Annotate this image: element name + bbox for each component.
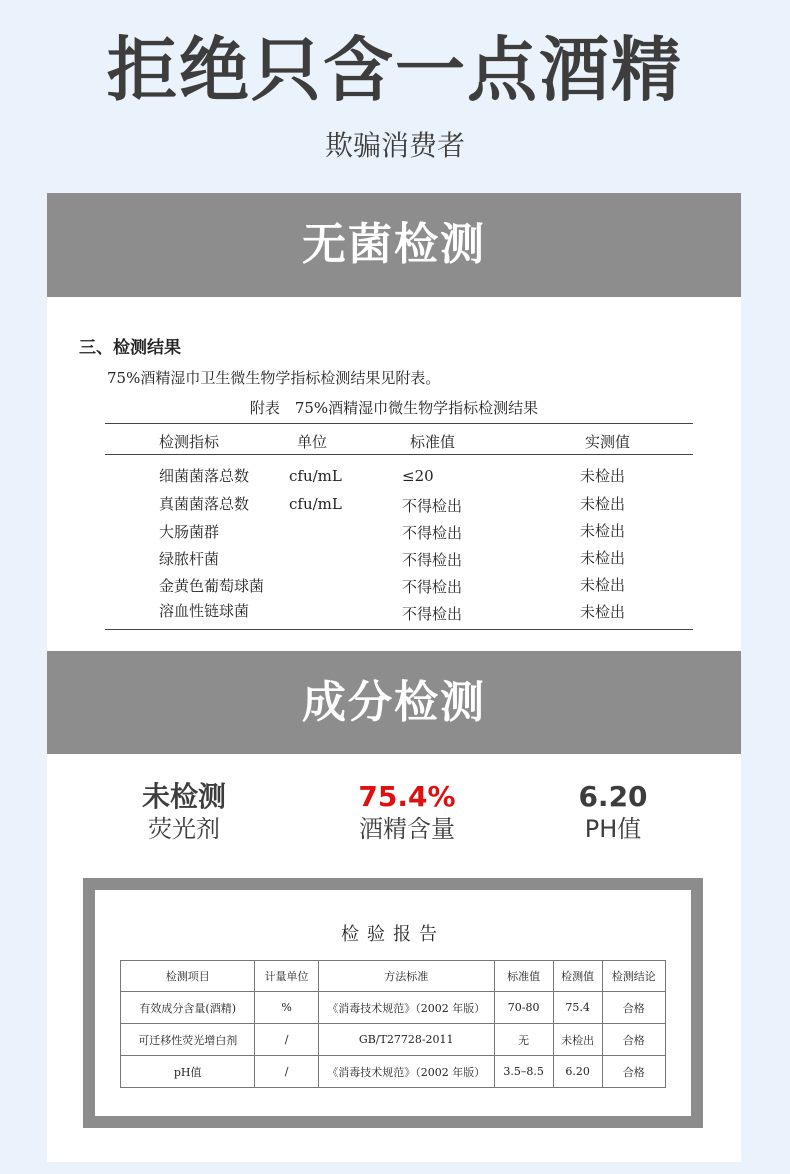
composition-stats: [47, 754, 741, 862]
composition-test-banner: [47, 651, 741, 755]
stat-fluorescent-value: 未检测: [141, 780, 226, 813]
results-table-caption: 附表 75%酒精湿巾微生物学指标检测结果: [249, 399, 539, 417]
results-row-6-indicator: 溶血性链球菌: [159, 602, 250, 620]
report-row-1-method: 《消毒技术规范》（2002 年版）: [318, 992, 494, 1024]
stat-ph-value: 6.20: [578, 780, 648, 813]
results-row-6-measured: 未检出: [580, 603, 626, 621]
report-row-3-standard: 3.5–8.5: [494, 1056, 553, 1088]
report-header-item: 检测项目: [121, 961, 255, 992]
report-row-3-method: 《消毒技术规范》（2002 年版）: [318, 1056, 494, 1088]
results-section-heading: 三、检测结果: [79, 338, 181, 358]
stat-ph-label: PH值: [584, 815, 642, 843]
results-row-1-standard: ≤20: [402, 467, 434, 485]
results-row-2-indicator: 真菌菌落总数: [159, 495, 250, 513]
inspection-report: [83, 878, 703, 1128]
results-row-6-standard: 不得检出: [402, 605, 463, 623]
table-bottom-rule: [105, 629, 693, 630]
results-row-5-standard: 不得检出: [402, 578, 463, 596]
report-header-standard: 标准值: [494, 961, 553, 992]
report-row-1-conclusion: 合格: [602, 992, 665, 1024]
table-header-rule: [105, 454, 693, 455]
composition-test-title: 成分检测: [302, 677, 486, 728]
results-row-1-unit: cfu/mL: [289, 467, 342, 485]
page-headline: 拒绝只含一点酒精: [107, 29, 683, 111]
report-header-row: [121, 961, 666, 992]
stat-alcohol: [307, 780, 507, 844]
report-row-2-item: 可迁移性荧光增白剂: [121, 1024, 255, 1056]
report-row-3-conclusion: 合格: [602, 1056, 665, 1088]
results-row-5-measured: 未检出: [580, 576, 626, 594]
results-row-4-indicator: 绿脓杆菌: [159, 550, 220, 568]
report-header-method: 方法标准: [318, 961, 494, 992]
results-row-2-standard: 不得检出: [402, 497, 463, 515]
report-header-unit: 计量单位: [255, 961, 318, 992]
report-row-1-standard: 70-80: [494, 992, 553, 1024]
results-header-measured: 实测值: [585, 433, 631, 451]
table-row: [121, 1056, 666, 1088]
stat-fluorescent-label: 荧光剂: [148, 815, 220, 843]
report-row-1-measured: 75.4: [553, 992, 602, 1024]
sterile-results-sheet: [47, 297, 741, 651]
report-row-2-standard: 无: [494, 1024, 553, 1056]
report-row-3-measured: 6.20: [553, 1056, 602, 1088]
report-table: [120, 960, 666, 1088]
report-title: 检验报告: [341, 924, 445, 945]
results-intro-text: 75%酒精湿巾卫生微生物学指标检测结果见附表。: [107, 369, 441, 387]
report-row-1-unit: %: [255, 992, 318, 1024]
report-row-2-unit: /: [255, 1024, 318, 1056]
report-row-1-item: 有效成分含量(酒精): [121, 992, 255, 1024]
table-top-rule: [105, 423, 693, 424]
report-header-conclusion: 检测结论: [602, 961, 665, 992]
report-row-3-unit: /: [255, 1056, 318, 1088]
table-row: [121, 1024, 666, 1056]
results-header-standard: 标准值: [410, 433, 456, 451]
results-row-3-indicator: 大肠菌群: [159, 523, 220, 541]
results-row-3-measured: 未检出: [580, 522, 626, 540]
stat-fluorescent: [84, 780, 284, 844]
stat-ph: [513, 780, 713, 844]
results-row-2-unit: cfu/mL: [289, 495, 342, 513]
stat-alcohol-label: 酒精含量: [359, 815, 455, 843]
results-row-1-measured: 未检出: [580, 467, 626, 485]
results-row-1-indicator: 细菌菌落总数: [159, 467, 250, 485]
table-row: [121, 992, 666, 1024]
results-row-4-standard: 不得检出: [402, 551, 463, 569]
report-row-2-measured: 未检出: [553, 1024, 602, 1056]
results-row-5-indicator: 金黄色葡萄球菌: [159, 577, 265, 595]
sterile-test-banner: [47, 193, 741, 297]
report-row-2-conclusion: 合格: [602, 1024, 665, 1056]
results-row-4-measured: 未检出: [580, 549, 626, 567]
sterile-test-title: 无菌检测: [302, 219, 486, 270]
results-header-unit: 单位: [297, 433, 328, 451]
results-row-3-standard: 不得检出: [402, 524, 463, 542]
stat-alcohol-value: 75.4%: [358, 780, 456, 813]
report-row-2-method: GB/T27728-2011: [318, 1024, 494, 1056]
results-header-indicator: 检测指标: [159, 433, 220, 451]
results-row-2-measured: 未检出: [580, 495, 626, 513]
report-row-3-item: pH值: [121, 1056, 255, 1088]
page-subheadline: 欺骗消费者: [324, 129, 465, 162]
report-header-measured: 检测值: [553, 961, 602, 992]
